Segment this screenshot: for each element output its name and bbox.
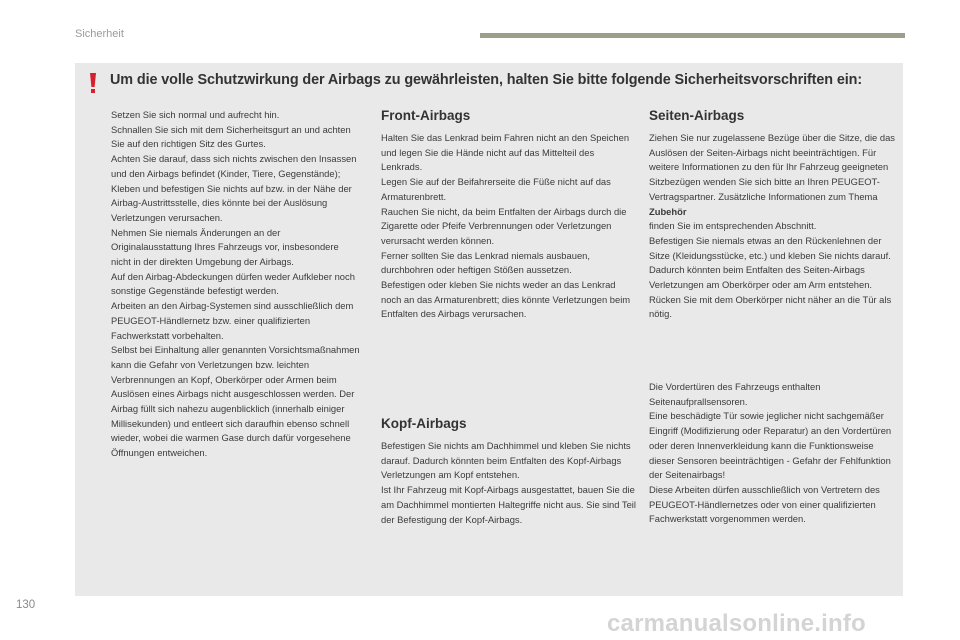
page-number: 130 [16, 599, 36, 611]
warning-banner: Um die volle Schutzwirkung der Airbags zu gewährleisten, halten Sie bitte folgende Sicherheitsvorschriften ein: [110, 72, 863, 88]
door-sensors-note [649, 380, 899, 527]
watermark: carmanualsonline.info [607, 610, 866, 637]
general-rules [111, 108, 361, 461]
front-airbags-heading: Front-Airbags [381, 108, 471, 123]
general-rules-text: Setzen Sie sich normal und aufrecht hin. Schnallen Sie sich mit dem Sicherheitsgurt an und achten Sie auf den richtigen Sitz des Gurtes. Achten Sie darauf, dass sich nichts zwischen den Insassen und den Airbags befindet (Kinder, Tiere, Gegenstände); Kleben und befestigen Sie nichts auf bzw. in der Nähe der Airbag-Austrittsstelle, dies könnte bei der Auslösung Verletzungen verursachen. Nehmen Sie niemals Änderungen an der Originalausstattung Ihres Fahrzeugs vor, insbesondere nicht in der direkten Umgebung der Airbags. Auf den Airbag-Abdeckungen dürfen weder Aufkleber noch sonstige Gegenstände befestigt werden. Arbeiten an den Airbag-Systemen sind ausschließlich dem PEUGEOT-Händlernetz bzw. einer qualifizierten Fachwerkstatt vorbehalten. Selbst bei Einhaltung aller genannten Vorsichtsmaßnahmen kann die Gefahr von Verletzungen bzw. leichten Verbrennungen an Kopf, Oberkörper oder Armen beim Auslösen eines Airbags nicht ausgeschlossen werden. Der Airbag füllt sich nahezu augenblicklich (innerhalb einiger Millisekunden) und entleert sich daraufhin ebenso schnell wieder, wobei die warmen Gase durch dafür vorgesehene Öffnungen entweichen. [111, 109, 360, 459]
accessories-keyword: Zubehör [649, 205, 687, 217]
section-title: Sicherheit [75, 28, 124, 40]
side-airbags-text-b: finden Sie im entsprechenden Abschnitt. Befestigen Sie niemals etwas an den Rückenlehnen der Sitze (Kleidungsstücke, etc.) und kleben Sie nichts darauf. Dadurch könnten beim Entfalten des Seiten-Airbags Verletzungen am Oberkörper oder am Arm entstehen. Rücken Sie mit dem Oberkörper nicht näher an die Tür als nötig. [649, 220, 892, 320]
head-airbags-heading: Kopf-Airbags [381, 416, 467, 431]
side-airbags-heading: Seiten-Airbags [649, 108, 745, 123]
exclamation-icon [86, 72, 100, 94]
front-airbags-text: Halten Sie das Lenkrad beim Fahren nicht an den Speichen und legen Sie die Hände nicht auf das Mittelteil des Lenkrads. Legen Sie auf der Beifahrerseite die Füße nicht auf das Armaturenbrett. Rauchen Sie nicht, da beim Entfalten der Airbags durch die Zigarette oder Pfeife Verbrennungen oder Verletzungen verursacht werden können. Ferner sollten Sie das Lenkrad niemals ausbauen, durchbohren oder heftigen Stößen aussetzen. Befestigen oder kleben Sie nichts weder an das Lenkrad noch an das Armaturenbrett; dies könnte Verletzungen beim Entfalten des Airbags verursachen. [381, 132, 631, 320]
door-sensors-text: Die Vordertüren des Fahrzeugs enthalten Seitenaufprallsensoren. Eine beschädigte Tür sowie jeglicher nicht sachgemäßer Eingriff (Modifizierung oder Reparatur) an den Vordertüren oder deren Innenverkleidung kann die Funktionsweise dieser Sensoren beeinträchtigen - Gefahr der Fehlfunktion der Seitenairbags! Diese Arbeiten dürfen ausschließlich von Vertretern des PEUGEOT-Händlernetzes oder von einer qualifizierten Fachwerkstatt vorgenommen werden. [649, 381, 892, 525]
front-airbags-section [381, 107, 631, 322]
side-airbags-text-a: Ziehen Sie nur zugelassene Bezüge über die Sitze, die das Auslösen der Seiten-Airbags nicht beeinträchtigen. Für weitere Informationen zu den für Ihr Fahrzeug geeigneten Sitzbezügen wenden Sie sich bitte an Ihren PEUGEOT-Vertragspartner. Zusätzliche Informationen zum Thema [649, 132, 895, 202]
side-airbags-section [649, 107, 899, 322]
side-airbags-text [649, 131, 899, 322]
head-airbags-text: Befestigen Sie nichts am Dachhimmel und kleben Sie nichts darauf. Dadurch könnten beim Entfalten des Kopf-Airbags Verletzungen am Kopf entstehen. Ist Ihr Fahrzeug mit Kopf-Airbags ausgestattet, bauen Sie die am Dachhimmel montierten Haltegriffe nicht aus. Sie sind Teil der Befestigung der Kopf-Airbags. [381, 440, 636, 525]
head-airbags-section [381, 415, 636, 527]
header-rule [480, 33, 905, 38]
